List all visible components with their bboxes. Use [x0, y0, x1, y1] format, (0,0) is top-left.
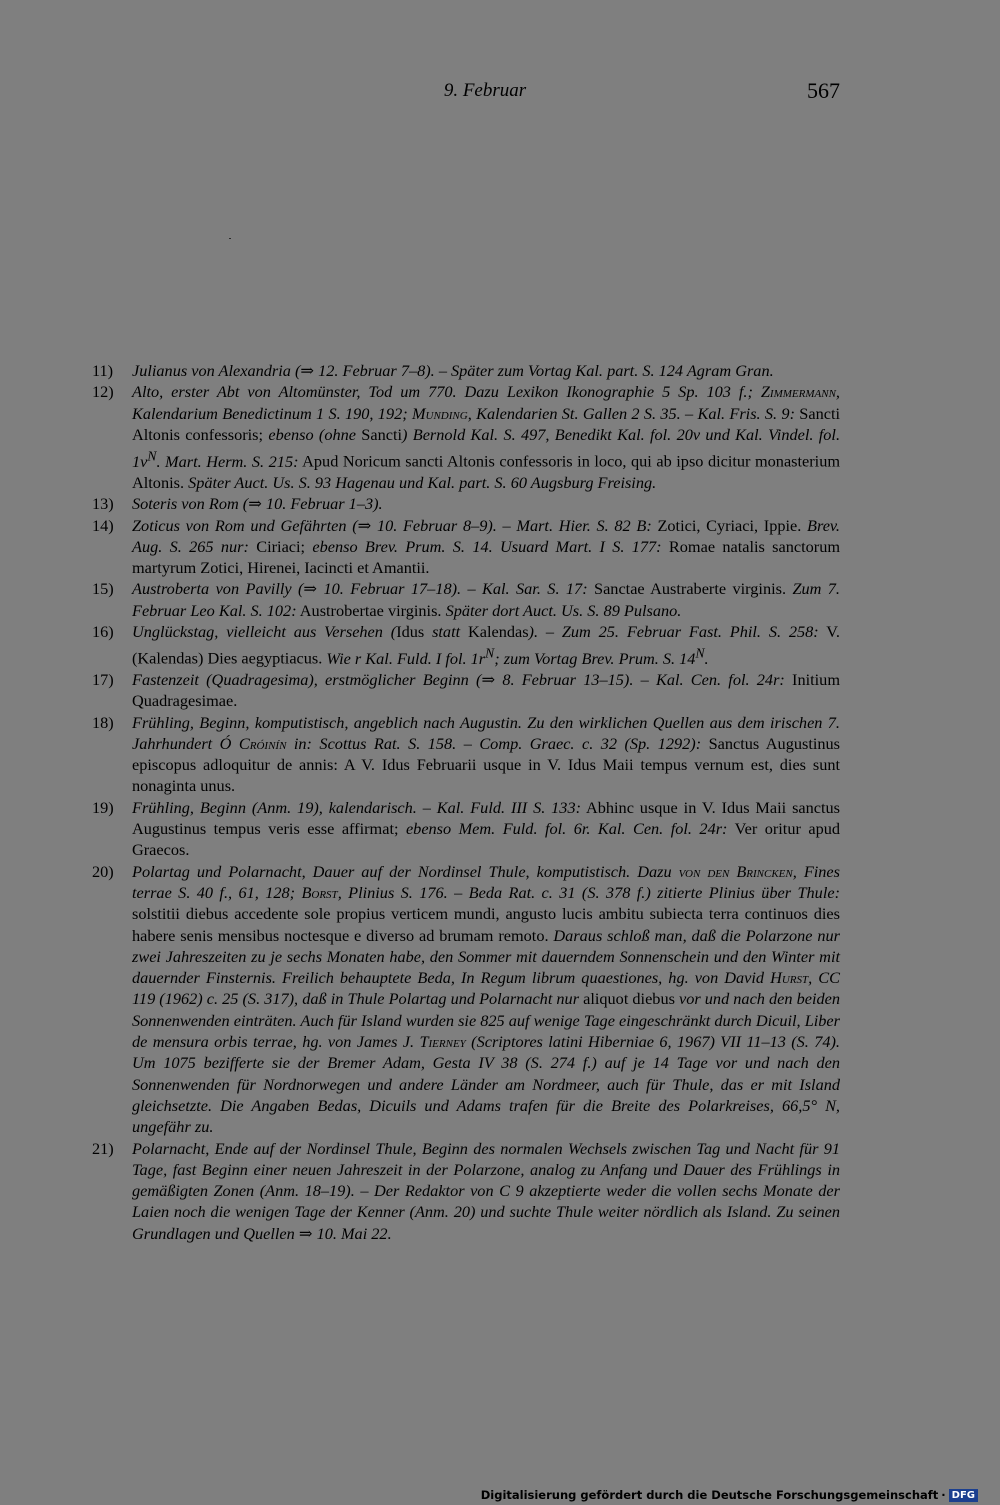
footnote — [92, 797, 840, 861]
dfg-logo-icon: DFG — [949, 1489, 978, 1502]
footnote-text: Zoticus von Rom und Gefährten (⇒ 10. Februar 8–9). – Mart. Hier. S. 82 B: Zotici, Cyriaci, Ippie. Brev. Aug. S. 265 nur: Ciriaci; ebenso Brev. Prum. S. 14. Usuard Mart. I S. 177: Romae natalis sanctorum martyrum Zotici, Hirenei, Iacincti et Amantii. — [132, 515, 841, 578]
footnote-number: 17) — [92, 670, 114, 689]
footer-text: Digitalisierung gefördert durch die Deutsche Forschungsgemeinschaft — [480, 1488, 939, 1502]
footnote-text: Austroberta von Pavilly (⇒ 10. Februar 17–18). – Kal. Sar. S. 17: Sanctae Austraberte virginis. Zum 7. Februar Leo Kal. S. 102: Austrobertae virginis. Später dort Auct. Us. S. 89 Pulsano. — [132, 579, 841, 620]
footnote — [92, 621, 840, 669]
footnote-text: Soteris von Rom (⇒ 10. Februar 1–3). — [132, 494, 383, 514]
footnote-number: 16) — [92, 621, 114, 641]
footnote-number: 14) — [92, 515, 114, 535]
footnote-text: Unglückstag, vielleicht aus Versehen (Idus statt Kalendas). – Zum 25. Februar Fast. Phil. S. 258: V. (Kalendas) Dies aegyptiacus. Wie r Kal. Fuld. I fol. $1r^N$; zum Vortag Brev. Prum. S. $14^N$. — [132, 621, 840, 668]
footnote-text: Frühling, Beginn, komputistisch, angeblich nach Augustin. Zu den wirklichen Quellen aus dem irischen 7. Jahrhundert Ó Cróinín in: Scottus Rat. S. 158. – Comp. Graec. c. 32 (Sp. 1292): Sanctus Augustinus episcopus adloquitur de annis: A V. Idus Februarii usque in V. Idus Maii tempus vernum est, dies sunt nonaginta unus. — [132, 712, 840, 796]
footnote — [92, 1138, 840, 1244]
footnote-number: 21) — [92, 1138, 114, 1158]
page-header — [130, 80, 840, 110]
footnote-number: 12) — [92, 382, 114, 402]
footnote — [92, 381, 840, 493]
footnote-text: Julianus von Alexandria (⇒ 12. Februar 7–8). – Später zum Vortag Kal. part. S. 124 Agram Gran. — [132, 361, 774, 380]
footnote-text: Polarnacht, Ende auf der Nordinsel Thule, Beginn des normalen Wechsels zwischen Tag und Nacht für 91 Tage, fast Beginn einer neuen Jahreszeit in der Polarzone, analog zu Anfang und Dauer des Frühlings in gemäßigten Zonen (Anm. 18–19). – Der Redaktor von C 9 akzeptierte weder die vollen sechs Monate der Laien noch die wenigen Tage der Kenner (Anm. 20) und suchte Thule weiter nördlich als Island. Zu seinen Grundlagen und Quellen ⇒ 10. Mai 22. — [132, 1138, 840, 1243]
footnote-text: Fastenzeit (Quadragesima), erstmöglicher Beginn (⇒ 8. Februar 13–15). – Kal. Cen. fol. 24r: Initium Quadragesimae. — [132, 670, 840, 711]
footnote — [92, 360, 840, 381]
running-title: 9. Februar — [443, 80, 527, 101]
footnote-number: 15) — [92, 579, 114, 599]
footnote-number: 18) — [92, 712, 114, 732]
page-number: 567 — [807, 78, 840, 103]
footnote — [92, 515, 840, 579]
footnote-text: Frühling, Beginn (Anm. 19), kalendarisch. – Kal. Fuld. III S. 133: Abhinc usque in V. Idus Maii sanctus Augustinus tempus veris esse affirmat; ebenso Mem. Fuld. fol. 6r. Kal. Cen. fol. 24r: Ver oritur apud Graecos. — [132, 797, 840, 860]
footnote-text: Polartag und Polarnacht, Dauer auf der Nordinsel Thule, komputistisch. Dazu von den Brincken, Fines terrae S. 40 f., 61, 128; Borst, Plinius S. 176. – Beda Rat. c. 31 (S. 378 f.) zitierte Plinius über Thule: solstitii diebus accedente sole propius verticem mundi, angusto lucis ambitu subiecta terra continuos dies habere senis mensibus noctesque e diverso ad brumam remoto. Daraus schloß man, daß die Polarzone nur zwei Jahreszeiten zu je sechs Monaten habe, den Sommer mit dauerndem Sonnenschein und den Winter mit dauernder Finsternis. Freilich behauptete Beda, In Regum librum quaestiones, hg. von David Hurst, CC 119 (1962) c. 25 (S. 317), daß in Thule Polartag und Polarnacht nur aliquot diebus vor und nach den beiden Sonnenwenden einträten. Auch für Island wurden sie 825 auf wenige Tage eingeschränkt durch Dicuil, Liber de mensura orbis terrae, hg. von James J. Tierney (Scriptores latini Hiberniae 6, 1967) VII 11–13 (S. 74). Um 1075 bezifferte sie der Bremer Adam, Gesta IV 38 (S. 274 f.) auf je 14 Tage vor und nach den Sonnenwenden für Nordnorwegen und andere Länder am Nordmeer, auch für Thule, das er mit Island gleichsetzte. Die Angaben Bedas, Dicuils und Adams trafen für die Breite des Polarkreises, 66,5° N, ungefähr zu. — [132, 861, 841, 1137]
footnote — [92, 669, 840, 712]
footnote — [92, 493, 840, 514]
footnote — [92, 578, 840, 621]
footnote-list — [92, 360, 840, 1244]
footnote-number: 11) — [92, 361, 114, 380]
footnote-number: 19) — [92, 797, 114, 817]
footnote-number: 20) — [92, 861, 114, 881]
footnote — [92, 712, 840, 797]
footnote-number: 13) — [92, 494, 114, 514]
scan-speck — [229, 238, 231, 239]
footnote — [92, 861, 840, 1138]
digitization-footer: Digitalisierung gefördert durch die Deutsche Forschungsgemeinschaft · DFG — [481, 1488, 978, 1502]
footnote-text: Alto, erster Abt von Altomünster, Tod um 770. Dazu Lexikon Ikonographie 5 Sp. 103 f.; Zimmermann, Kalendarium Benedictinum 1 S. 190, 192; Munding, Kalendarien St. Gallen 2 S. 35. – Kal. Fris. S. 9: Sancti Altonis confessoris; ebenso (ohne Sancti) Bernold Kal. S. 497, Benedikt Kal. fol. 20v und Kal. Vindel. fol. $1v^N$. Mart. Herm. S. 215: Apud Noricum sancti Altonis confessoris in loco, qui ab ipso dicitur monasterium Altonis. Später Auct. Us. S. 93 Hagenau und Kal. part. S. 60 Augsburg Freising. — [132, 382, 841, 492]
